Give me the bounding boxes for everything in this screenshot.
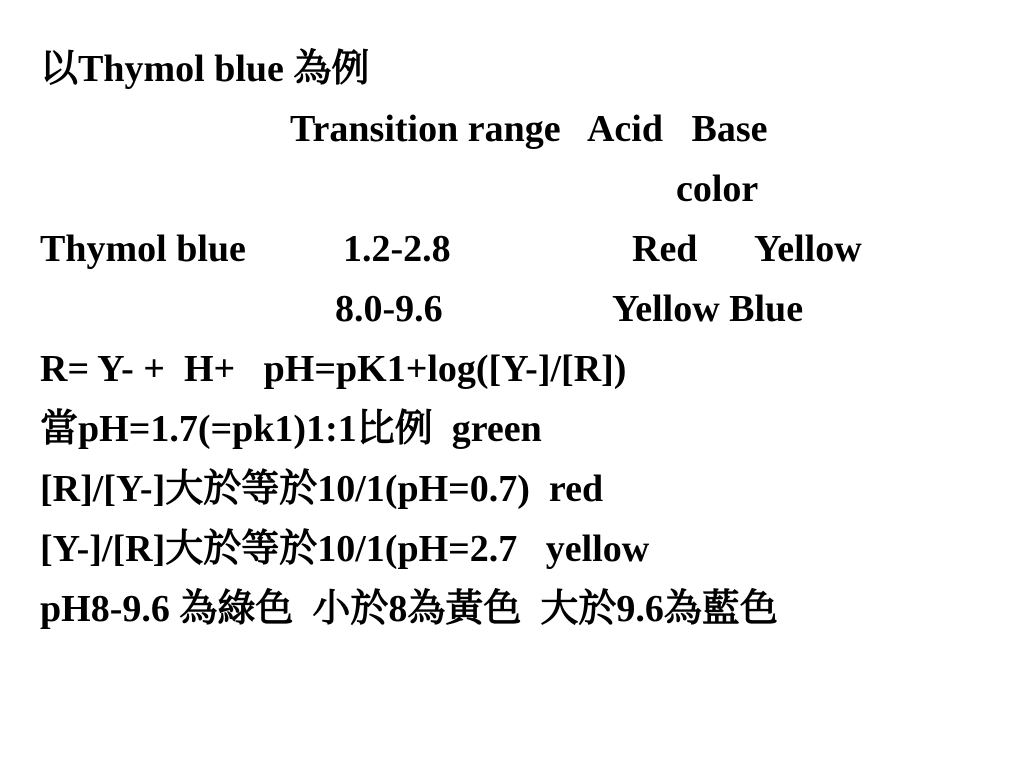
row1-range: 1.2-2.8 xyxy=(343,228,451,270)
table-header-color: color xyxy=(676,168,759,210)
note-color-summary: pH8-9.6 為綠色 小於8為黃色 大於9.6為藍色 xyxy=(40,588,778,630)
equilibrium-equation: R= Y- + H+ pH=pK1+log([Y-]/[R]) xyxy=(40,348,627,390)
slide-title: 以Thymol blue 為例 xyxy=(40,48,370,90)
note-yellow: [Y-]/[R]大於等於10/1(pH=2.7 yellow xyxy=(40,528,650,570)
note-green: 當pH=1.7(=pk1)1:1比例 green xyxy=(40,408,542,450)
row1-acid-color: Red xyxy=(632,228,698,270)
note-red: [R]/[Y-]大於等於10/1(pH=0.7) red xyxy=(40,468,604,510)
table-header-columns: Transition range Acid Base xyxy=(290,108,768,150)
row2-range: 8.0-9.6 xyxy=(335,288,443,330)
row2-colors: Yellow Blue xyxy=(612,288,804,330)
row1-base-color: Yellow xyxy=(754,228,862,270)
indicator-name: Thymol blue xyxy=(40,228,246,270)
